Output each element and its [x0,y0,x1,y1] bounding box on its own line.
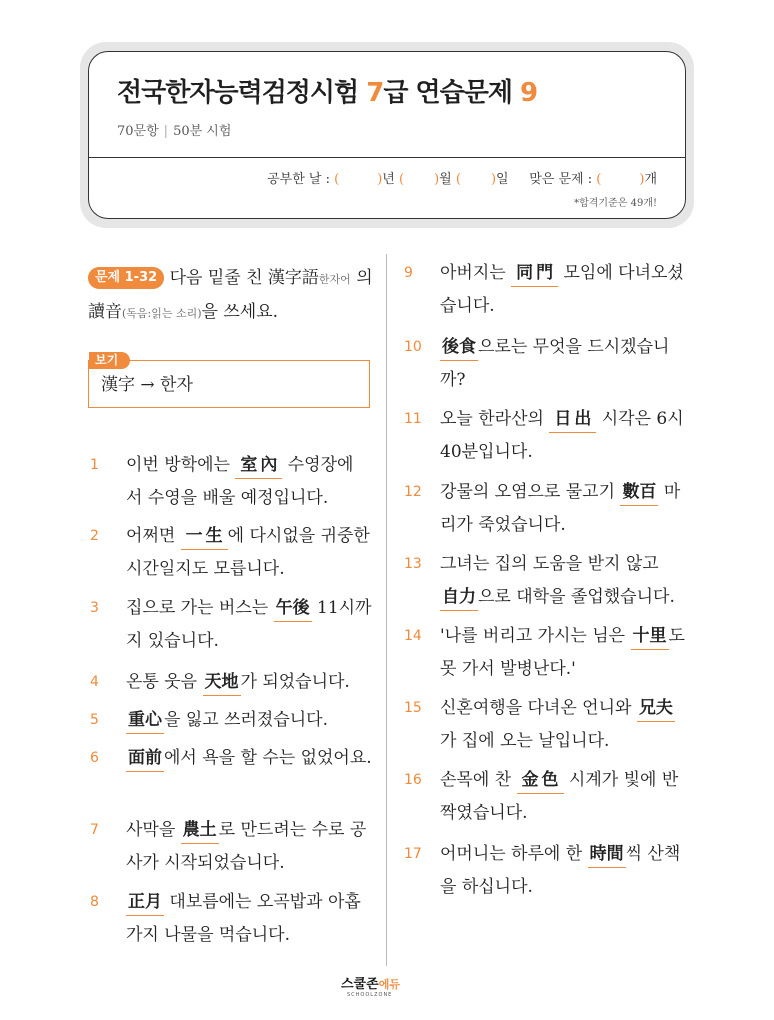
question-item: 11 오늘 한라산의 日出 시각은 6시 40분입니다. [404,403,686,469]
question-item: 4 온통 웃음 天地 가 되었습니다. [90,666,372,699]
example-tag: 보기 [89,352,130,369]
pass-criteria-note: *합격기준은 49개! [574,198,657,209]
question-item: 8 正月 대보름에는 오곡밥과 아홉 가지 나물을 먹습니다. [90,886,372,952]
question-item: 2 어쩌면 一生 에 다시없을 귀중한 시간일지도 모릅니다. [90,520,372,586]
question-item: 17 어머니는 하루에 한 時間 씩 산책을 하십니다. [404,838,686,904]
exam-info: 70문항 | 50분 시험 [117,124,232,139]
column-divider [386,254,387,966]
question-item: 7 사막을 農土 로 만드려는 수로 공사가 시작되었습니다. [90,814,372,880]
question-item: 3 집으로 가는 버스는 午後 11시까지 있습니다. [90,592,372,658]
question-item: 10 後食 으로는 무엇을 드시겠습니까? [404,331,686,397]
header-box [88,51,686,219]
instruction: 문제 1-32 다음 밑줄 친 漢字語한자어 의 讀音(독음:읽는 소리)을 쓰세요. [88,268,373,322]
question-item: 6 面前 에서 욕을 할 수는 없었어요. [90,742,372,775]
page-title: 전국한자능력검정시험 7급 연습문제 9 [117,78,538,108]
publisher-logo: 스쿨존에듀 SCHOOLZONE [341,977,400,998]
question-item: 5 重心 을 잃고 쓰러졌습니다. [90,704,372,737]
question-item: 1 이번 방학에는 室內 수영장에 서 수영을 배울 예정입니다. [90,449,372,515]
example-body: 漢字 → 한자 [101,375,193,395]
question-item: 9 아버지는 同門 모임에 다녀오셨습니다. [404,257,686,323]
question-item: 12 강물의 오염으로 물고기 數百 마리가 죽었습니다. [404,476,686,542]
header-divider [89,157,685,158]
question-item: 16 손목에 찬 金色 시계가 빛에 반짝였습니다. [404,764,686,830]
study-record-line: 공부한 날 : ( )년 ( )월 ( )일 맞은 문제 : ( )개 [267,172,657,187]
question-item: 14 '나를 버리고 가시는 님은 十里 도 못 가서 발병난다.' [404,620,686,686]
question-range-badge: 문제 1-32 [88,267,164,289]
question-item: 15 신혼여행을 다녀온 언니와 兄夫가 집에 오는 날입니다. [404,692,686,758]
question-item: 13 그녀는 집의 도움을 받지 않고 自力 으로 대학을 졸업했습니다. [404,548,686,614]
example-box [88,353,370,408]
